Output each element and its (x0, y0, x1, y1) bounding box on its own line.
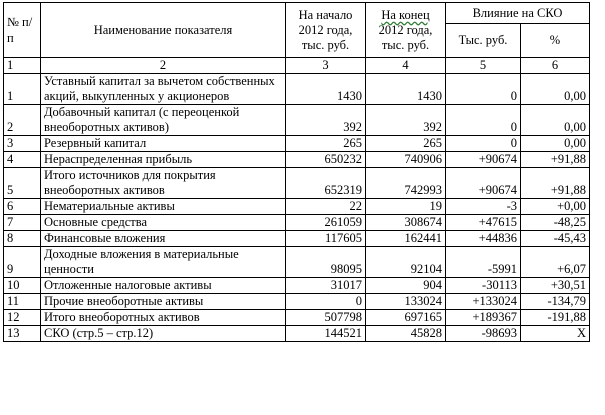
row-end-value: 162441 (366, 231, 446, 247)
row-start-value: 261059 (286, 215, 366, 231)
row-end-value: 697165 (366, 310, 446, 326)
row-influence-pct: +6,07 (521, 247, 590, 278)
row-influence-pct: 0,00 (521, 105, 590, 136)
row-end-value: 45828 (366, 326, 446, 342)
index-cell: 2 (41, 58, 286, 74)
row-end-value: 742993 (366, 168, 446, 199)
row-end-value: 392 (366, 105, 446, 136)
row-name: Добавочный капитал (с переоценкой внеоборотных активов) (41, 105, 286, 136)
row-influence-abs: -3 (446, 199, 521, 215)
index-cell: 4 (366, 58, 446, 74)
row-influence-abs: +90674 (446, 152, 521, 168)
table-row (4, 74, 590, 105)
header-start-rest: 2012 года, тыс. руб. (298, 22, 353, 52)
row-name: Резервный капитал (41, 136, 286, 152)
row-number: 9 (4, 247, 41, 278)
row-start-value: 650232 (286, 152, 366, 168)
index-cell: 5 (446, 58, 521, 74)
row-start-value: 117605 (286, 231, 366, 247)
header-start (286, 3, 366, 58)
table-row (4, 152, 590, 168)
row-number: 13 (4, 326, 41, 342)
row-end-value: 133024 (366, 294, 446, 310)
row-name: Нематериальные активы (41, 199, 286, 215)
row-influence-pct: +0,00 (521, 199, 590, 215)
header-num: № п/п (4, 3, 41, 58)
row-start-value: 507798 (286, 310, 366, 326)
table-row (4, 215, 590, 231)
row-number: 5 (4, 168, 41, 199)
row-name: Прочие внеоборотные активы (41, 294, 286, 310)
sko-influence-table (3, 2, 590, 342)
row-influence-abs: +133024 (446, 294, 521, 310)
row-start-value: 392 (286, 105, 366, 136)
row-name: Доходные вложения в материальные ценности (41, 247, 286, 278)
header-pct: % (521, 24, 590, 58)
table-row (4, 326, 590, 342)
header-abs: Тыс. руб. (446, 24, 521, 58)
row-influence-pct: -134,79 (521, 294, 590, 310)
row-influence-pct: 0,00 (521, 136, 590, 152)
row-end-value: 904 (366, 278, 446, 294)
row-number: 3 (4, 136, 41, 152)
row-number: 4 (4, 152, 41, 168)
row-influence-pct: -45,43 (521, 231, 590, 247)
index-cell: 3 (286, 58, 366, 74)
row-influence-abs: 0 (446, 74, 521, 105)
row-number: 11 (4, 294, 41, 310)
row-number: 1 (4, 74, 41, 105)
table-row (4, 105, 590, 136)
row-number: 8 (4, 231, 41, 247)
table-row (4, 247, 590, 278)
row-influence-abs: +90674 (446, 168, 521, 199)
row-name: СКО (стр.5 – стр.12) (41, 326, 286, 342)
row-name: Итого внеоборотных активов (41, 310, 286, 326)
row-end-value: 19 (366, 199, 446, 215)
row-start-value: 22 (286, 199, 366, 215)
header-end-rest: 2012 года, тыс. руб. (378, 22, 433, 52)
row-influence-pct: -191,88 (521, 310, 590, 326)
table-row (4, 231, 590, 247)
table-row (4, 199, 590, 215)
row-influence-pct: Х (521, 326, 590, 342)
row-end-value: 308674 (366, 215, 446, 231)
row-name: Нераспределенная прибыль (41, 152, 286, 168)
row-start-value: 265 (286, 136, 366, 152)
index-cell: 6 (521, 58, 590, 74)
row-end-value: 1430 (366, 74, 446, 105)
index-row (4, 58, 590, 74)
row-number: 12 (4, 310, 41, 326)
row-end-value: 740906 (366, 152, 446, 168)
row-end-value: 265 (366, 136, 446, 152)
row-influence-abs: 0 (446, 105, 521, 136)
header-influence: Влияние на СКО (446, 3, 590, 24)
row-influence-abs: 0 (446, 136, 521, 152)
row-start-value: 652319 (286, 168, 366, 199)
row-name: Итого источников для покрытия внеоборотных активов (41, 168, 286, 199)
table-row (4, 168, 590, 199)
row-influence-abs: -98693 (446, 326, 521, 342)
row-influence-abs: +47615 (446, 215, 521, 231)
row-end-value: 92104 (366, 247, 446, 278)
row-start-value: 98095 (286, 247, 366, 278)
row-number: 10 (4, 278, 41, 294)
table-row (4, 310, 590, 326)
table-row (4, 294, 590, 310)
row-start-value: 0 (286, 294, 366, 310)
row-start-value: 1430 (286, 74, 366, 105)
row-influence-abs: +189367 (446, 310, 521, 326)
row-name: Основные средства (41, 215, 286, 231)
index-cell: 1 (4, 58, 41, 74)
row-name: Финансовые вложения (41, 231, 286, 247)
row-number: 2 (4, 105, 41, 136)
row-start-value: 144521 (286, 326, 366, 342)
header-start-underlined: На начало (298, 7, 353, 22)
row-influence-pct: +91,88 (521, 168, 590, 199)
row-name: Отложенные налоговые активы (41, 278, 286, 294)
header-name: Наименование показателя (41, 3, 286, 58)
table-row (4, 278, 590, 294)
row-influence-pct: +91,88 (521, 152, 590, 168)
table-row (4, 136, 590, 152)
row-name: Уставный капитал за вычетом собственных акций, выкупленных у акционеров (41, 74, 286, 105)
header-end (366, 3, 446, 58)
row-number: 6 (4, 199, 41, 215)
row-influence-abs: +44836 (446, 231, 521, 247)
row-influence-pct: 0,00 (521, 74, 590, 105)
row-influence-abs: -30113 (446, 278, 521, 294)
row-number: 7 (4, 215, 41, 231)
header-end-underlined: На конец (381, 7, 430, 22)
row-start-value: 31017 (286, 278, 366, 294)
row-influence-abs: -5991 (446, 247, 521, 278)
row-influence-pct: +30,51 (521, 278, 590, 294)
row-influence-pct: -48,25 (521, 215, 590, 231)
